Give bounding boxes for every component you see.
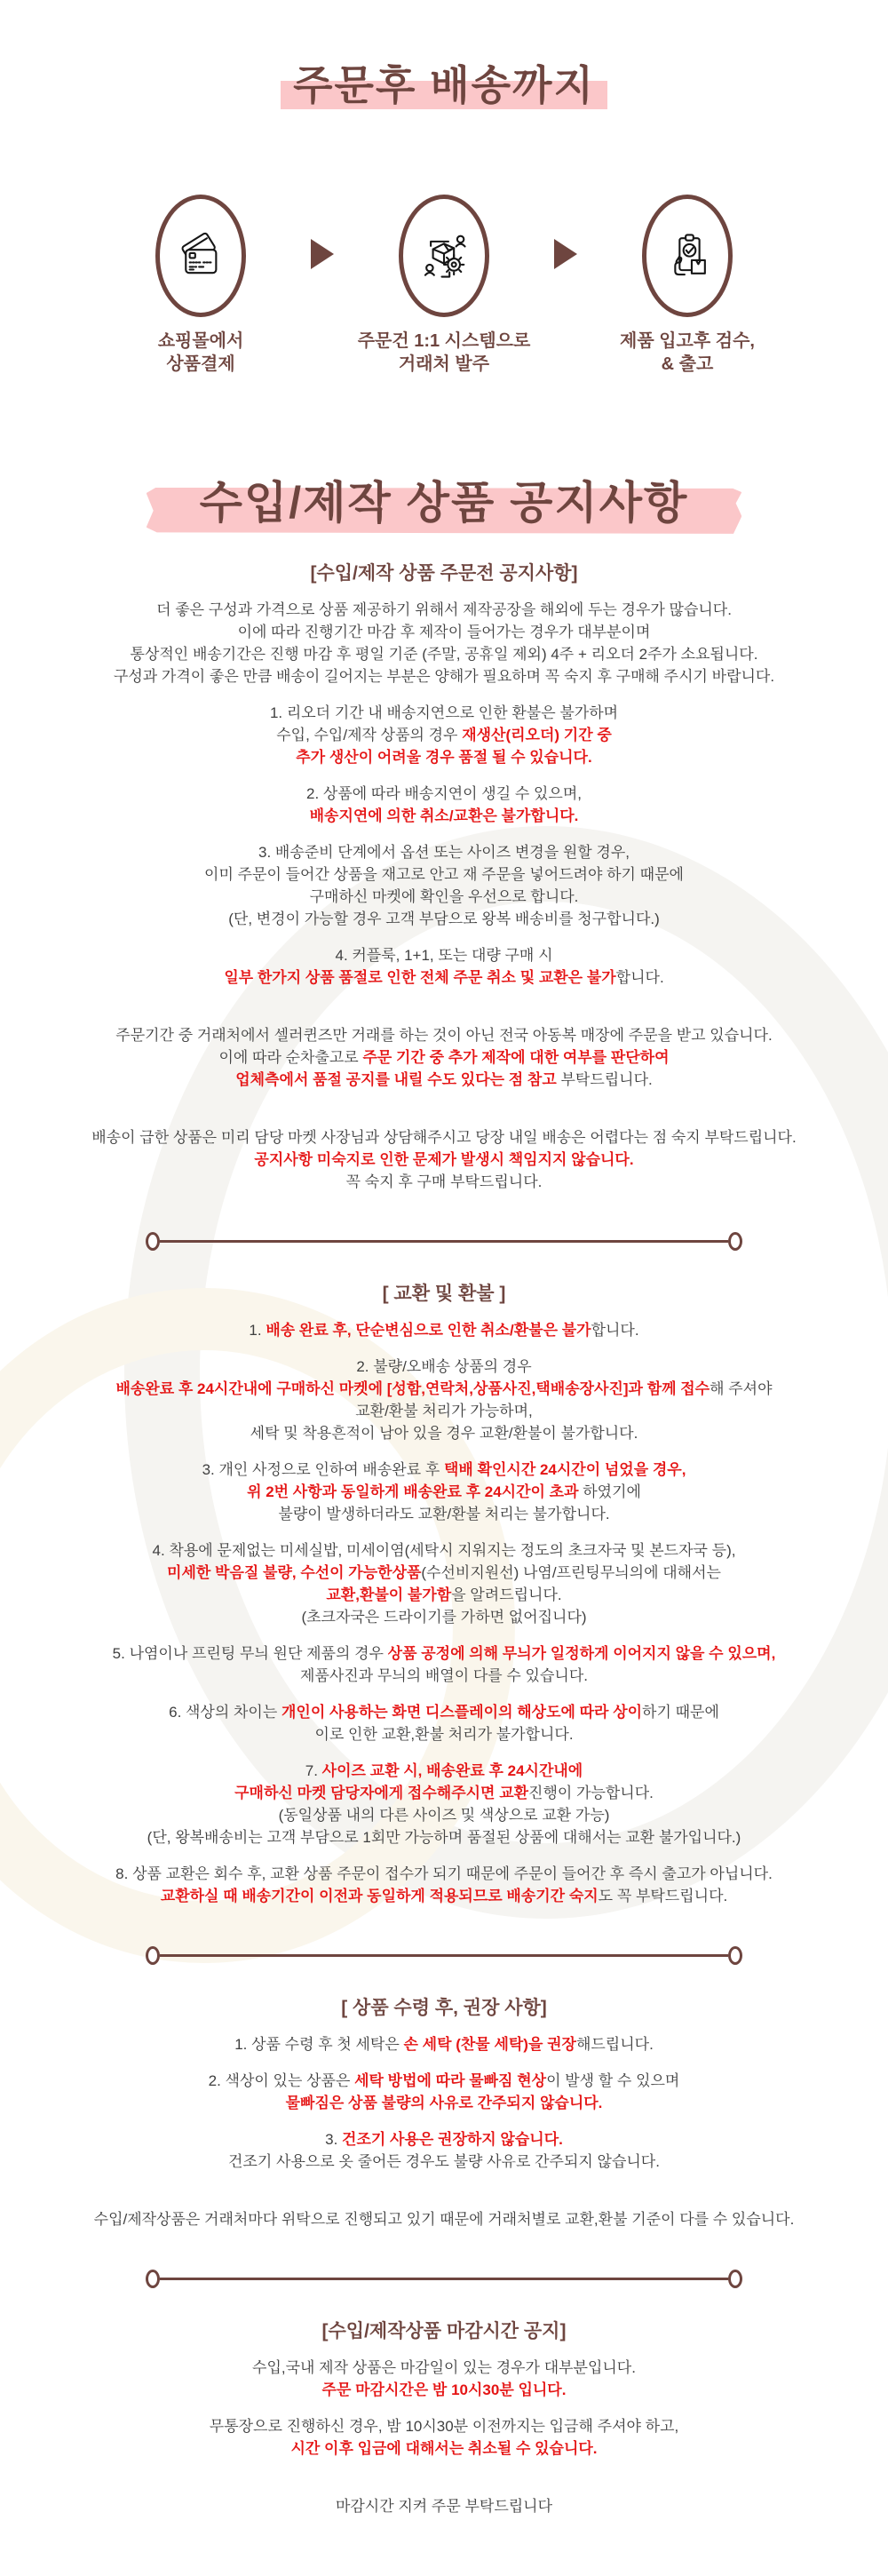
notice-paragraph (0, 841, 888, 930)
alert-text: 위 2번 사항과 동일하게 배송완료 후 24시간이 초과 (247, 1483, 579, 1500)
body-text: 2. 불량/오배송 상품의 경우 (356, 1357, 532, 1375)
section-header: [수입/제작상품 마감시간 공지] (321, 2320, 567, 2341)
body-text: 통상적인 배송기간은 진행 마감 후 평일 기준 (주말, 공휴일 제외) 4주 + 리오더 2주가 소요됩니다. (130, 645, 758, 663)
order-process-flow (0, 195, 888, 376)
notice-paragraph (0, 1126, 888, 1193)
alert-text: 사이즈 교환 시, 배송완료 후 24시간내에 (321, 1761, 583, 1779)
alert-text: 업체측에서 품절 공지를 내릴 수도 있다는 점 참고 (235, 1070, 557, 1088)
notice-paragraph (0, 599, 888, 688)
body-text: 구성과 가격이 좋은 만큼 배송이 길어지는 부분은 양해가 필요하며 꼭 숙지 후 구매해 주시기 바랍니다. (113, 667, 775, 685)
section-exchange-refund (0, 1283, 888, 1907)
right-triangle-arrow-icon (554, 239, 577, 269)
alert-text: 택배 확인시간 24시간이 넘었을 경우, (444, 1460, 686, 1478)
notice-sections (0, 562, 888, 2517)
process-step-payment (96, 195, 305, 376)
body-text: 5. 나염이나 프린팅 무늬 원단 제품의 경우 (112, 1644, 388, 1662)
body-text: 이에 따라 진행기간 마감 후 제작이 들어가는 경우가 대부분이며 (237, 623, 651, 640)
alert-text: 교환,환불이 불가함 (326, 1586, 452, 1603)
body-text: 3. 배송준비 단계에서 옵션 또는 사이즈 변경을 원할 경우, (258, 843, 630, 861)
section-deadline (0, 2320, 888, 2517)
body-text: 도 꼭 부탁드립니다. (598, 1887, 728, 1904)
alert-text: 손 세탁 (찬물 세탁)을 권장 (403, 2035, 576, 2053)
process-step-inspection (583, 195, 792, 376)
body-text: 3. 개인 사정으로 인하여 배송완료 후 (202, 1460, 444, 1478)
body-text: (단, 변경이 가능할 경우 고객 부담으로 왕복 배송비를 청구합니다.) (228, 910, 660, 927)
alert-text: 일부 한가지 상품 품절로 인한 전체 주문 취소 및 교환은 불가 (224, 968, 616, 986)
body-text: (초크자국은 드라이기를 가하면 없어집니다) (301, 1608, 587, 1626)
alert-text: 추가 생산이 어려울 경우 품절 될 수 있습니다. (296, 748, 592, 766)
process-step-caption: 제품 입고후 검수, & 출고 (620, 330, 755, 374)
alert-text: 공지사항 미숙지로 인한 문제가 발생시 책임지지 않습니다. (254, 1150, 634, 1168)
notice-paragraph (0, 1356, 888, 1444)
body-text: (동일상품 내의 다른 사이즈 및 색상으로 교환 가능) (278, 1806, 610, 1824)
divider-ring-endpoint (146, 1946, 160, 1965)
process-step-order-system (339, 195, 549, 376)
notice-paragraph (0, 1319, 888, 1341)
body-text: 하였기에 (578, 1483, 641, 1500)
alert-text: 시간 이후 입금에 대해서는 취소될 수 있습니다. (290, 2439, 598, 2457)
body-text: 을 알려드립니다. (451, 1586, 562, 1603)
notice-paragraph (0, 1642, 888, 1687)
credit-card-icon (155, 195, 246, 317)
body-text: 부탁드립니다. (556, 1070, 653, 1088)
notice-paragraph (0, 1760, 888, 1849)
notice-paragraph (0, 1459, 888, 1525)
body-text: 6. 색상의 차이는 (169, 1703, 281, 1721)
body-text: 배송이 급한 상품은 미리 담당 마켓 사장님과 상담해주시고 당장 내일 배송은 어렵다는 점 숙지 부탁드립니다. (91, 1128, 797, 1146)
notice-paragraph (0, 702, 888, 768)
body-text: 이미 주문이 들어간 상품을 재고로 안고 재 주문을 넣어드려야 하기 때문에 (204, 865, 684, 883)
body-text: 진행이 가능합니다. (528, 1784, 654, 1801)
section-pre-order (0, 562, 888, 1193)
body-text: 세탁 및 착용흔적이 남아 있을 경우 교환/환불이 불가합니다. (250, 1424, 638, 1442)
body-text: 해 주셔야 (710, 1379, 773, 1397)
body-text: 8. 상품 교환은 회수 후, 교환 상품 주문이 접수가 되기 때문에 주문이 들어간 후 즉시 출고가 아닙니다. (115, 1864, 773, 1882)
body-text: 불량이 발생하더라도 교환/환불 처리는 불가합니다. (278, 1505, 610, 1523)
body-text: 4. 착용에 문제없는 미세실밥, 미세이염(세탁시 지워지는 정도의 초크자국 및 본드자국 등), (152, 1541, 736, 1559)
notice-section-title: 수입/제작 상품 공지사항 (200, 481, 689, 525)
section-after-receipt (0, 1997, 888, 2230)
body-text: 3. (325, 2130, 343, 2148)
body-text: 7. (305, 1761, 322, 1779)
section-divider (146, 2270, 742, 2288)
body-text: 이에 따라 순차출고로 (218, 1048, 363, 1066)
body-text: 2. 색상이 있는 상품은 (208, 2071, 355, 2089)
notice-paragraph (0, 783, 888, 827)
body-text: 해드립니다. (575, 2035, 654, 2053)
process-step-caption: 주문건 1:1 시스템으로 거래처 발주 (357, 330, 531, 374)
notice-paragraph (0, 2128, 888, 2173)
notice-paragraph (0, 1024, 888, 1091)
section-divider (146, 1946, 742, 1965)
alert-text: 교환하실 때 배송기간이 이전과 동일하게 적용되므로 배송기간 숙지 (160, 1887, 599, 1904)
divider-ring-endpoint (146, 2270, 160, 2288)
body-text: 이 발생 할 수 있으며 (546, 2071, 680, 2089)
process-step-caption: 쇼핑몰에서 상품결제 (157, 330, 244, 374)
body-text: 수입,국내 제작 상품은 마감일이 있는 경우가 대부분입니다. (252, 2358, 636, 2376)
notice-paragraph (0, 2070, 888, 2114)
alert-text: 미세한 박음질 불량, 수선이 가능한상품 (167, 1563, 422, 1581)
alert-text: 배송지연에 의한 취소/교환은 불가합니다. (309, 807, 579, 824)
alert-text: 주문 기간 중 추가 제작에 대한 여부를 판단하여 (362, 1048, 670, 1066)
body-text: 합니다. (591, 1321, 639, 1339)
body-text: 1. 상품 수령 후 첫 세탁은 (234, 2035, 404, 2053)
body-text: 2. 상품에 따라 배송지연이 생길 수 있으며, (306, 784, 582, 802)
alert-text: 물빠짐은 상품 불량의 사유로 간주되지 않습니다. (285, 2094, 603, 2111)
body-text: 1. (249, 1321, 266, 1339)
body-text: 제품사진과 무늬의 배열이 다를 수 있습니다. (300, 1666, 588, 1684)
alert-text: 재생산(리오더) 기간 중 (462, 726, 612, 743)
notice-paragraph (0, 944, 888, 989)
alert-text: 건조기 사용은 권장하지 않습니다. (342, 2130, 563, 2148)
alert-text: 주문 마감시간은 밤 10시30분 입니다. (321, 2381, 567, 2398)
notice-paragraph (0, 2495, 888, 2517)
alert-text: 개인이 사용하는 화면 디스플레이의 해상도에 따라 상이 (281, 1703, 643, 1721)
section-header: [ 상품 수령 후, 권장 사항] (341, 1997, 547, 2018)
body-text: 교환/환불 처리가 가능하며, (355, 1402, 533, 1419)
body-text: 더 좋은 구성과 가격으로 상품 제공하기 위해서 제작공장을 해외에 두는 경우가 많습니다. (156, 600, 732, 618)
body-text: 주문기간 중 거래처에서 셀러퀸즈만 거래를 하는 것이 아닌 전국 아동복 매장에 주문을 받고 있습니다. (115, 1026, 773, 1044)
alert-text: 구매하신 마켓 담당자에게 접수해주시면 교환 (234, 1784, 529, 1801)
body-text: 하기 때문에 (642, 1703, 719, 1721)
body-text: 수입/제작상품은 거래처마다 위탁으로 진행되고 있기 때문에 거래처별로 교환,환불 기준이 다를 수 있습니다. (93, 2210, 795, 2228)
alert-text: 상품 공정에 의해 무늬가 일정하게 이어지지 않을 수 있으며, (387, 1644, 776, 1662)
body-text: 이로 인한 교환,환불 처리가 불가합니다. (314, 1725, 574, 1743)
alert-text: 배송완료 후 24시간내에 구매하신 마켓에 [성함,연락처,상품사진,택배송장사진]과 함께 접수 (115, 1379, 710, 1397)
divider-line (160, 1240, 728, 1243)
divider-line (160, 2278, 728, 2280)
body-text: 마감시간 지켜 주문 부탁드립니다 (335, 2497, 553, 2515)
divider-ring-endpoint (146, 1232, 160, 1251)
body-text: 4. 커플룩, 1+1, 또는 대량 구매 시 (335, 946, 553, 964)
order-fulfillment-icon (399, 195, 489, 317)
body-text: 합니다. (615, 968, 664, 986)
section-header: [ 교환 및 환불 ] (382, 1283, 506, 1304)
body-text: 수입, 수입/제작 상품의 경우 (276, 726, 463, 743)
notice-paragraph (0, 2357, 888, 2401)
page-title: 주문후 배송까지 (293, 65, 595, 106)
alert-text: 배송 완료 후, 단순변심으로 인한 취소/환불은 불가 (266, 1321, 591, 1339)
section-divider (146, 1232, 742, 1251)
body-text: 건조기 사용으로 옷 줄어든 경우도 불량 사유로 간주되지 않습니다. (228, 2152, 660, 2170)
divider-ring-endpoint (728, 2270, 742, 2288)
notice-paragraph (0, 2415, 888, 2460)
body-text: (수선비지원선) 나염/프린팅무늬의에 대해서는 (421, 1563, 721, 1581)
divider-line (160, 1954, 728, 1957)
body-text: 1. 리오더 기간 내 배송지연으로 인한 환불은 불가하며 (269, 704, 619, 721)
notice-paragraph (0, 1863, 888, 1907)
notice-paragraph (0, 2208, 888, 2230)
notice-paragraph (0, 2033, 888, 2055)
body-text: 구매하신 마켓에 확인을 우선으로 합니다. (309, 887, 579, 905)
divider-ring-endpoint (728, 1232, 742, 1251)
alert-text: 세탁 방법에 따라 물빠짐 현상 (354, 2071, 547, 2089)
body-text: 꼭 숙지 후 구매 부탁드립니다. (345, 1173, 543, 1190)
right-triangle-arrow-icon (311, 239, 334, 269)
notice-paragraph (0, 1539, 888, 1628)
body-text: 무통장으로 진행하신 경우, 밤 10시30분 이전까지는 입금해 주셔야 하고, (209, 2417, 679, 2435)
section-header: [수입/제작 상품 주문전 공지사항] (310, 562, 578, 584)
divider-ring-endpoint (728, 1946, 742, 1965)
quality-check-icon (642, 195, 733, 317)
notice-paragraph (0, 1701, 888, 1745)
body-text: (단, 왕복배송비는 고객 부담으로 1회만 가능하며 품절된 상품에 대해서는 교환 불가입니다.) (147, 1828, 741, 1846)
